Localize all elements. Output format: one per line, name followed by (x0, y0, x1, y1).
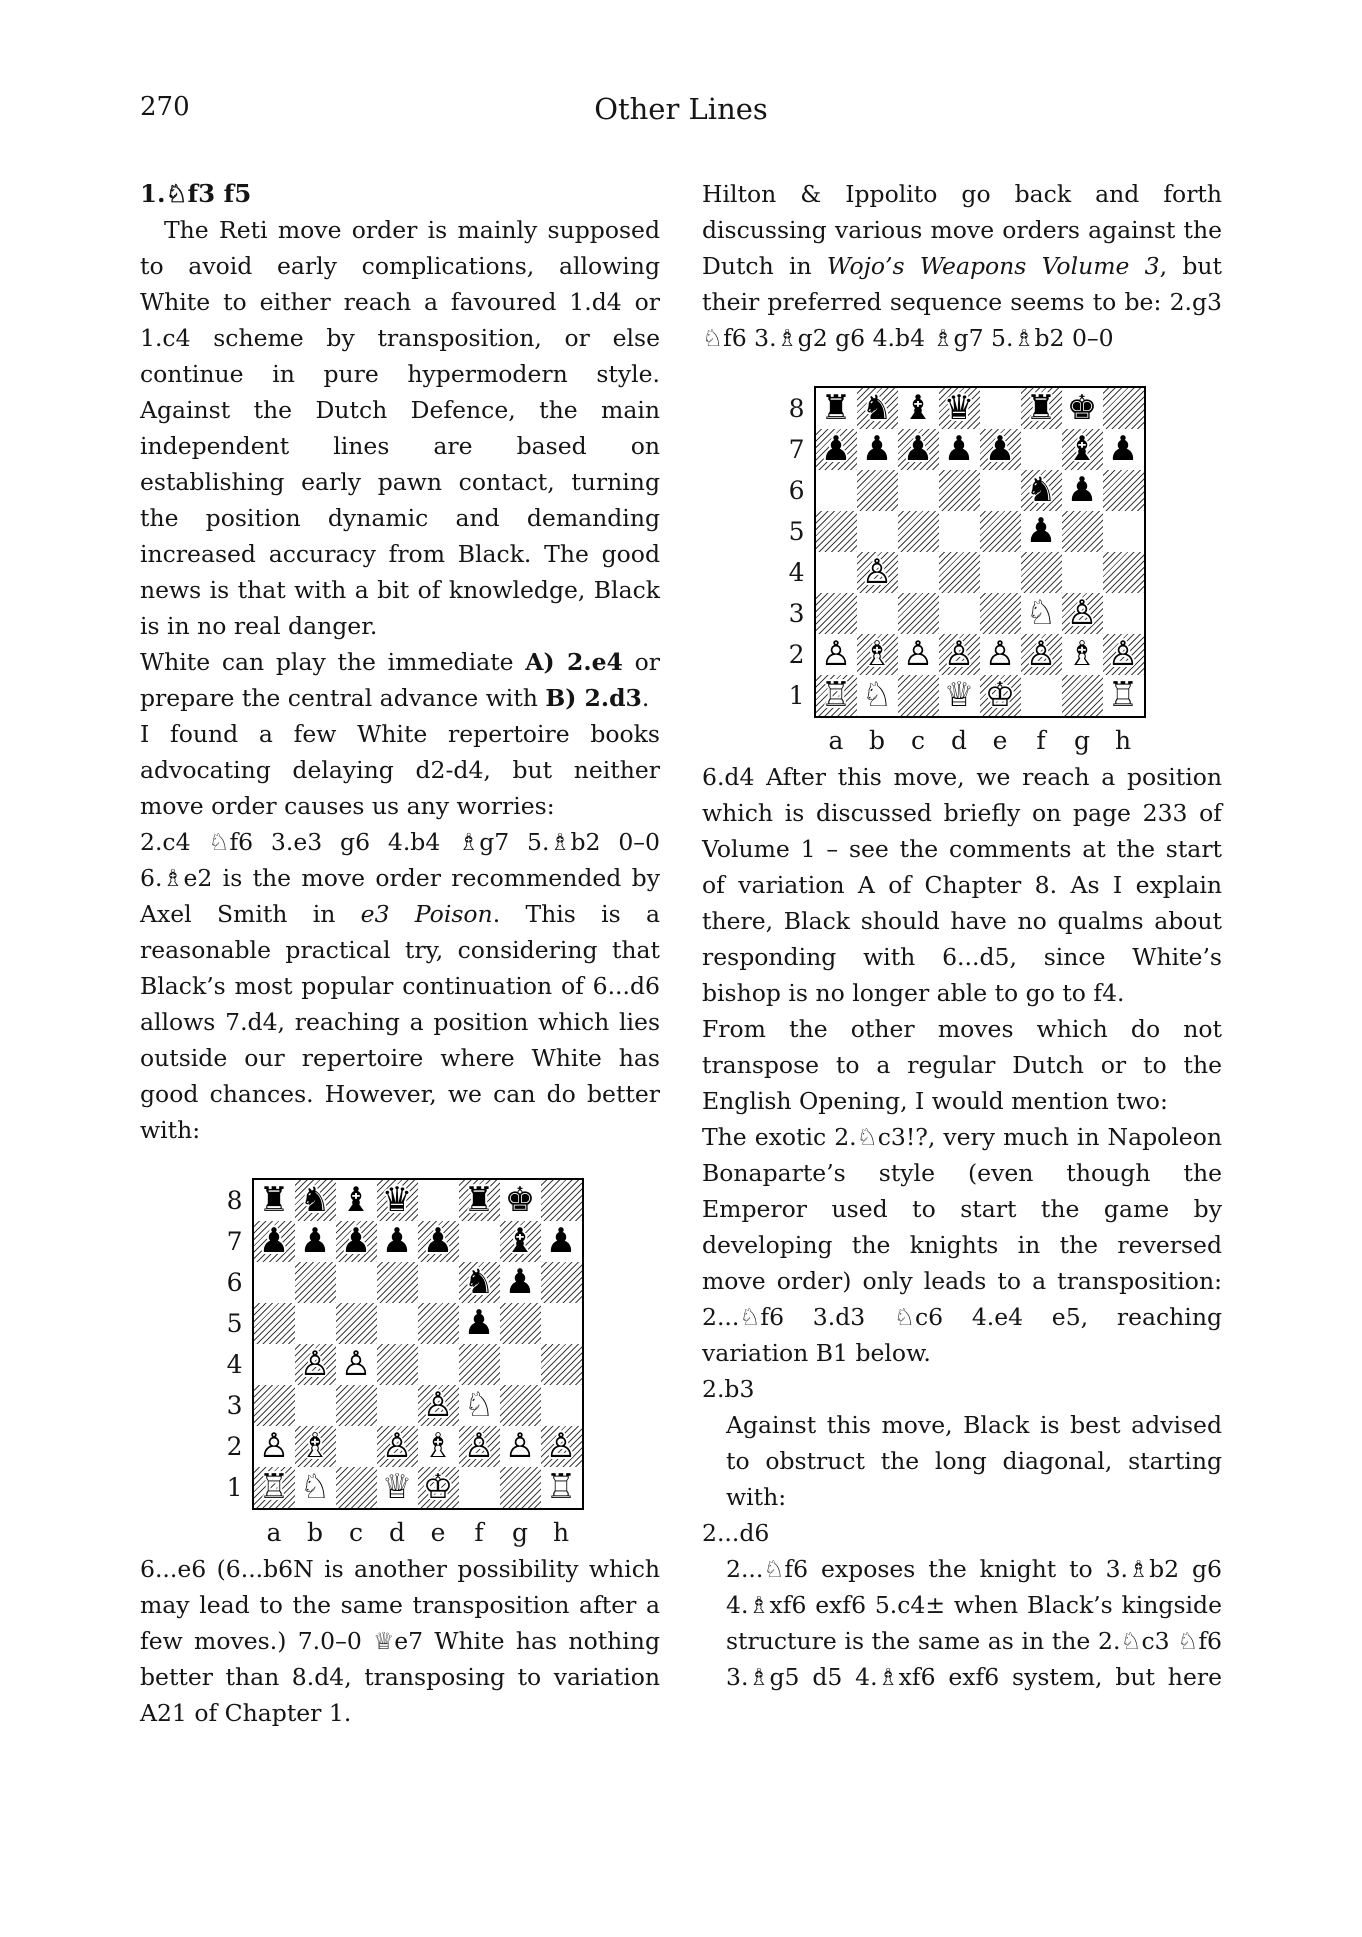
rank-labels (779, 386, 805, 716)
rank-label-3: 3 (226, 1391, 243, 1420)
white-pawn-icon: ♙ (820, 634, 852, 674)
square-c8 (336, 1180, 377, 1221)
square-h5 (1103, 511, 1144, 552)
square-d2 (939, 634, 980, 675)
square-c7 (336, 1221, 377, 1262)
square-h1 (541, 1467, 582, 1508)
square-g7 (500, 1221, 541, 1262)
square-b1 (857, 675, 898, 716)
white-pawn-icon: ♙ (258, 1426, 290, 1466)
black-pawn-icon: ♟ (545, 1221, 577, 1261)
rank-label-6: 6 (788, 476, 805, 505)
square-d4 (377, 1344, 418, 1385)
move-line: 2...d6 (702, 1519, 770, 1547)
square-d1 (939, 675, 980, 716)
square-h1 (1103, 675, 1144, 716)
square-d6 (377, 1262, 418, 1303)
square-h6 (541, 1262, 582, 1303)
black-rook-icon: ♜ (820, 388, 852, 428)
white-bishop-icon: ♗ (1066, 634, 1098, 674)
square-e5 (418, 1303, 459, 1344)
square-f8 (459, 1180, 500, 1221)
square-g3 (1062, 593, 1103, 634)
square-a3 (254, 1385, 295, 1426)
square-g8 (500, 1180, 541, 1221)
square-g7 (1062, 429, 1103, 470)
white-rook-icon: ♖ (1107, 675, 1139, 715)
white-bishop-icon: ♗ (422, 1426, 454, 1466)
square-g6 (1062, 470, 1103, 511)
file-label-g: g (511, 1518, 528, 1547)
square-d4 (939, 552, 980, 593)
paragraph: I found a few White repertoire books advocating delaying d2-d4, but neither move order causes us any worries: (140, 720, 660, 820)
rank-label-5: 5 (788, 517, 805, 546)
black-knight-icon: ♞ (299, 1180, 331, 1220)
square-e4 (980, 552, 1021, 593)
square-a7 (254, 1221, 295, 1262)
square-c5 (336, 1303, 377, 1344)
square-b3 (295, 1385, 336, 1426)
body-text: 2.c4 ♘f6 3.e3 g6 4.b4 ♗g7 5.♗b2 0–0 6.♗e2 is the move order recommended by Axel Smith in (140, 828, 660, 928)
square-h6 (1103, 470, 1144, 511)
body-text: or prepare the central advance with (140, 648, 661, 712)
square-g2 (1062, 634, 1103, 675)
black-pawn-icon: ♟ (258, 1221, 290, 1261)
white-bishop-icon: ♗ (861, 634, 893, 674)
page-number: 270 (140, 92, 190, 122)
chess-diagram-1 (140, 1178, 660, 1551)
square-b1 (295, 1467, 336, 1508)
white-king-icon: ♔ (984, 675, 1016, 715)
square-h8 (1103, 388, 1144, 429)
file-label-c: c (348, 1518, 363, 1547)
white-knight-icon: ♘ (1025, 593, 1057, 633)
square-a4 (254, 1344, 295, 1385)
square-e7 (980, 429, 1021, 470)
white-knight-icon: ♘ (299, 1467, 331, 1507)
right-column (702, 176, 1222, 1731)
square-b8 (857, 388, 898, 429)
square-e5 (980, 511, 1021, 552)
square-a6 (816, 470, 857, 511)
main-move-heading: 1.♘f3 f5 (140, 179, 252, 208)
rank-label-7: 7 (226, 1227, 243, 1256)
paragraph: The Reti move order is mainly supposed to avoid early complications, allowing White to either reach a favoured 1.d4 or 1.c4 scheme by transposition, or else continue in pure hypermodern style. Against the Dutch Defence, the main independent lines are based on establishing early pawn contact, turning the position dynamic and demanding increased accuracy from Black. The good news is that with a bit of knowledge, Black is in no real danger. (140, 216, 660, 640)
white-pawn-icon: ♙ (299, 1344, 331, 1384)
rank-label-3: 3 (788, 599, 805, 628)
square-c1 (898, 675, 939, 716)
white-pawn-icon: ♙ (381, 1426, 413, 1466)
black-pawn-icon: ♟ (820, 429, 852, 469)
rank-label-5: 5 (226, 1309, 243, 1338)
black-bishop-icon: ♝ (902, 388, 934, 428)
square-h4 (541, 1344, 582, 1385)
white-pawn-icon: ♙ (340, 1344, 372, 1384)
square-f2 (459, 1426, 500, 1467)
square-e1 (418, 1467, 459, 1508)
black-bishop-icon: ♝ (504, 1221, 536, 1261)
square-f5 (459, 1303, 500, 1344)
file-label-f: f (1036, 726, 1046, 755)
square-c8 (898, 388, 939, 429)
black-pawn-icon: ♟ (340, 1221, 372, 1261)
square-a1 (254, 1467, 295, 1508)
body-text: White can play the immediate (140, 648, 526, 676)
square-b2 (295, 1426, 336, 1467)
paragraph: 6...e6 (6...b6N is another possibility which may lead to the same transposition after a few moves.) 7.0–0 ♕e7 White has nothing better than 8.d4, transposing to variation A21 of Chapter 1. (140, 1555, 660, 1727)
square-b6 (857, 470, 898, 511)
file-label-h: h (552, 1518, 570, 1547)
white-knight-icon: ♘ (861, 675, 893, 715)
square-c6 (898, 470, 939, 511)
square-g3 (500, 1385, 541, 1426)
square-f2 (1021, 634, 1062, 675)
square-g4 (500, 1344, 541, 1385)
square-e6 (418, 1262, 459, 1303)
white-pawn-icon: ♙ (545, 1426, 577, 1466)
square-f1 (459, 1467, 500, 1508)
square-g5 (1062, 511, 1103, 552)
square-f1 (1021, 675, 1062, 716)
square-a6 (254, 1262, 295, 1303)
black-knight-icon: ♞ (861, 388, 893, 428)
file-labels (781, 723, 1144, 759)
square-e2 (418, 1426, 459, 1467)
square-e3 (980, 593, 1021, 634)
black-bishop-icon: ♝ (1066, 429, 1098, 469)
square-c3 (336, 1385, 377, 1426)
file-label-a: a (266, 1518, 282, 1547)
white-king-icon: ♔ (422, 1467, 454, 1507)
square-c6 (336, 1262, 377, 1303)
file-label-g: g (1073, 726, 1090, 755)
file-label-c: c (910, 726, 925, 755)
square-h8 (541, 1180, 582, 1221)
square-b7 (295, 1221, 336, 1262)
square-d5 (939, 511, 980, 552)
square-e6 (980, 470, 1021, 511)
black-bishop-icon: ♝ (340, 1180, 372, 1220)
black-pawn-icon: ♟ (463, 1303, 495, 1343)
rank-label-1: 1 (788, 681, 805, 710)
square-g6 (500, 1262, 541, 1303)
black-pawn-icon: ♟ (943, 429, 975, 469)
white-pawn-icon: ♙ (902, 634, 934, 674)
black-rook-icon: ♜ (1025, 388, 1057, 428)
square-f4 (459, 1344, 500, 1385)
square-g8 (1062, 388, 1103, 429)
black-queen-icon: ♛ (381, 1180, 413, 1220)
square-e4 (418, 1344, 459, 1385)
move-line: 2.b3 (702, 1375, 755, 1403)
diagram-board-area (779, 386, 1146, 718)
rank-label-4: 4 (226, 1350, 243, 1379)
black-pawn-icon: ♟ (902, 429, 934, 469)
square-h7 (1103, 429, 1144, 470)
white-knight-icon: ♘ (463, 1385, 495, 1425)
white-rook-icon: ♖ (820, 675, 852, 715)
square-d1 (377, 1467, 418, 1508)
paragraph: Against this move, Black is best advised to obstruct the long diagonal, starting with: (726, 1411, 1222, 1511)
square-f6 (1021, 470, 1062, 511)
body-text: , but their preferred sequence seems to be: 2.g3 ♘f6 3.♗g2 g6 4.b4 ♗g7 5.♗b2 0–0 (702, 252, 1222, 352)
white-queen-icon: ♕ (943, 675, 975, 715)
square-g1 (500, 1467, 541, 1508)
white-pawn-icon: ♙ (861, 552, 893, 592)
square-b5 (295, 1303, 336, 1344)
white-rook-icon: ♖ (258, 1467, 290, 1507)
black-pawn-icon: ♟ (984, 429, 1016, 469)
square-c3 (898, 593, 939, 634)
black-rook-icon: ♜ (463, 1180, 495, 1220)
square-d2 (377, 1426, 418, 1467)
square-e8 (980, 388, 1021, 429)
square-b5 (857, 511, 898, 552)
square-f4 (1021, 552, 1062, 593)
square-h3 (1103, 593, 1144, 634)
white-pawn-icon: ♙ (943, 634, 975, 674)
white-rook-icon: ♖ (545, 1467, 577, 1507)
square-a4 (816, 552, 857, 593)
square-c4 (336, 1344, 377, 1385)
square-d3 (939, 593, 980, 634)
two-column-layout (140, 176, 1222, 1731)
square-d8 (377, 1180, 418, 1221)
square-a3 (816, 593, 857, 634)
square-d7 (939, 429, 980, 470)
diagram-board-area (217, 1178, 584, 1510)
black-rook-icon: ♜ (258, 1180, 290, 1220)
square-e3 (418, 1385, 459, 1426)
paragraph (702, 176, 1222, 356)
file-label-h: h (1114, 726, 1132, 755)
black-knight-icon: ♞ (1025, 470, 1057, 510)
white-pawn-icon: ♙ (504, 1426, 536, 1466)
square-e1 (980, 675, 1021, 716)
italic-title-text: Wojo’s Weapons Volume 3 (826, 252, 1160, 280)
white-pawn-icon: ♙ (984, 634, 1016, 674)
square-g4 (1062, 552, 1103, 593)
black-pawn-icon: ♟ (1025, 511, 1057, 551)
square-c4 (898, 552, 939, 593)
page-header (140, 92, 1222, 132)
square-h3 (541, 1385, 582, 1426)
file-label-e: e (992, 726, 1008, 755)
square-a5 (254, 1303, 295, 1344)
rank-labels (217, 1178, 243, 1508)
square-f8 (1021, 388, 1062, 429)
square-c2 (898, 634, 939, 675)
rank-label-2: 2 (788, 640, 805, 669)
bold-move-text: B) 2.d3 (545, 684, 642, 712)
square-d7 (377, 1221, 418, 1262)
square-h4 (1103, 552, 1144, 593)
rank-label-2: 2 (226, 1432, 243, 1461)
square-b8 (295, 1180, 336, 1221)
paragraph: 2...♘f6 exposes the knight to 3.♗b2 g6 4.♗xf6 exf6 5.c4± when Black’s kingside structure is the same as in the 2.♘c3 ♘f6 3.♗g5 d5 4.♗xf6 exf6 system, but here (726, 1555, 1222, 1691)
black-pawn-icon: ♟ (1107, 429, 1139, 469)
square-g5 (500, 1303, 541, 1344)
file-label-f: f (474, 1518, 484, 1547)
square-b4 (857, 552, 898, 593)
square-a8 (816, 388, 857, 429)
paragraph: 6.d4 After this move, we reach a position which is discussed briefly on page 233 of Volume 1 – see the comments at the start of variation A of Chapter 8. As I explain there, Black should have no qualms about responding with 6...d5, since White’s bishop is no longer able to go to f4. (702, 763, 1222, 1007)
black-king-icon: ♚ (504, 1180, 536, 1220)
black-pawn-icon: ♟ (422, 1221, 454, 1261)
square-a8 (254, 1180, 295, 1221)
square-b3 (857, 593, 898, 634)
square-f7 (459, 1221, 500, 1262)
black-pawn-icon: ♟ (299, 1221, 331, 1261)
file-label-d: d (388, 1518, 405, 1547)
chess-diagram-2 (702, 386, 1222, 759)
rank-label-8: 8 (788, 394, 805, 423)
file-label-a: a (828, 726, 844, 755)
bold-move-text: A) 2.e4 (525, 648, 623, 676)
black-pawn-icon: ♟ (504, 1262, 536, 1302)
square-c2 (336, 1426, 377, 1467)
square-a1 (816, 675, 857, 716)
square-f7 (1021, 429, 1062, 470)
black-pawn-icon: ♟ (861, 429, 893, 469)
square-d6 (939, 470, 980, 511)
square-c7 (898, 429, 939, 470)
rank-label-6: 6 (226, 1268, 243, 1297)
black-queen-icon: ♛ (943, 388, 975, 428)
square-b6 (295, 1262, 336, 1303)
square-a2 (816, 634, 857, 675)
square-c1 (336, 1467, 377, 1508)
running-title: Other Lines (594, 92, 768, 126)
chess-board (252, 1178, 584, 1510)
square-b2 (857, 634, 898, 675)
square-e8 (418, 1180, 459, 1221)
chess-board (814, 386, 1146, 718)
rank-label-8: 8 (226, 1186, 243, 1215)
square-d5 (377, 1303, 418, 1344)
black-pawn-icon: ♟ (381, 1221, 413, 1261)
rank-label-4: 4 (788, 558, 805, 587)
square-f3 (1021, 593, 1062, 634)
paragraph (140, 824, 660, 1148)
square-h7 (541, 1221, 582, 1262)
square-h2 (1103, 634, 1144, 675)
square-g1 (1062, 675, 1103, 716)
square-f3 (459, 1385, 500, 1426)
paragraph (140, 644, 660, 716)
white-bishop-icon: ♗ (299, 1426, 331, 1466)
square-h5 (541, 1303, 582, 1344)
file-labels (219, 1515, 582, 1551)
white-pawn-icon: ♙ (1025, 634, 1057, 674)
file-label-b: b (306, 1518, 323, 1547)
square-a2 (254, 1426, 295, 1467)
square-d8 (939, 388, 980, 429)
square-h2 (541, 1426, 582, 1467)
black-knight-icon: ♞ (463, 1262, 495, 1302)
white-queen-icon: ♕ (381, 1467, 413, 1507)
file-label-b: b (868, 726, 885, 755)
square-d3 (377, 1385, 418, 1426)
rank-label-7: 7 (788, 435, 805, 464)
white-pawn-icon: ♙ (422, 1385, 454, 1425)
left-column (140, 176, 660, 1731)
square-g2 (500, 1426, 541, 1467)
square-b4 (295, 1344, 336, 1385)
white-pawn-icon: ♙ (1066, 593, 1098, 633)
square-c5 (898, 511, 939, 552)
black-pawn-icon: ♟ (1066, 470, 1098, 510)
rank-label-1: 1 (226, 1473, 243, 1502)
square-e7 (418, 1221, 459, 1262)
body-text: Hilton & Ippolito go back and forth discussing various move orders against the Dutch in (702, 180, 1222, 280)
square-a5 (816, 511, 857, 552)
body-text: . This is a reasonable practical try, considering that Black’s most popular continuation of 6...d6 allows 7.d4, reaching a position which lies outside our repertoire where White has good chances. However, we can do better with: (140, 900, 661, 1144)
square-f5 (1021, 511, 1062, 552)
black-king-icon: ♚ (1066, 388, 1098, 428)
square-b7 (857, 429, 898, 470)
square-e2 (980, 634, 1021, 675)
file-label-e: e (430, 1518, 446, 1547)
paragraph: The exotic 2.♘c3!?, very much in Napoleon Bonaparte’s style (even though the Emperor used to start the game by developing the knights in the reversed move order) only leads to a transposition: 2...♘f6 3.d3 ♘c6 4.e4 e5, reaching variation B1 below. (702, 1123, 1222, 1367)
white-pawn-icon: ♙ (463, 1426, 495, 1466)
file-label-d: d (950, 726, 967, 755)
square-a7 (816, 429, 857, 470)
body-text: . (641, 684, 650, 712)
italic-title-text: e3 Poison (360, 900, 493, 928)
white-pawn-icon: ♙ (1107, 634, 1139, 674)
paragraph: From the other moves which do not transpose to a regular Dutch or to the English Opening, I would mention two: (702, 1015, 1222, 1115)
square-f6 (459, 1262, 500, 1303)
